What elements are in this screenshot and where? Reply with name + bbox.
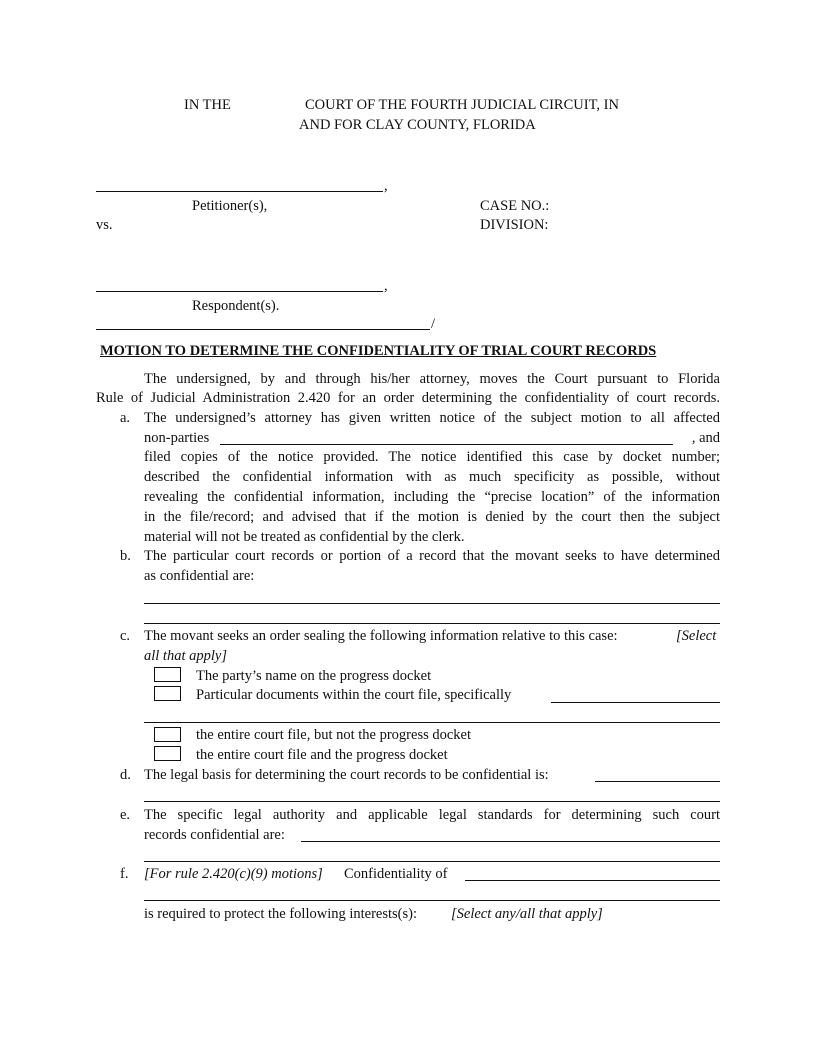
petitioner-name-line[interactable] <box>96 191 383 192</box>
item-b-marker: b. <box>120 548 131 564</box>
caption-close-line <box>96 329 430 330</box>
item-f-text: Confidentiality of <box>344 866 448 882</box>
option-entire-file-not-docket: the entire court file, but not the progress docket <box>196 727 472 743</box>
nonparties-field[interactable] <box>220 444 673 445</box>
legal-basis-field-2[interactable] <box>144 801 720 802</box>
item-a-line7: material will not be treated as confidential by the clerk. <box>144 529 465 545</box>
particular-documents-checkbox[interactable] <box>154 686 181 701</box>
caption-slash: / <box>431 316 436 332</box>
item-a-line6: in the file/record; and advised that if the motion is denied by the court then the subject <box>144 509 720 525</box>
option-entire-file-and-docket: the entire court file and the progress docket <box>196 747 448 763</box>
motion-title: MOTION TO DETERMINE THE CONFIDENTIALITY OF TRIAL COURT RECORDS <box>100 343 657 359</box>
legal-authority-field[interactable] <box>301 841 720 842</box>
respondent-label: Respondent(s). <box>192 298 280 314</box>
legal-basis-field[interactable] <box>595 781 720 782</box>
item-a-nonparties-label: non-parties <box>144 430 210 446</box>
caption-court-line1: COURT OF THE FOURTH JUDICIAL CIRCUIT, IN <box>305 97 619 113</box>
caption-in-the: IN THE <box>184 97 231 113</box>
item-c-select-note2: all that apply] <box>144 648 227 664</box>
entire-file-not-docket-checkbox[interactable] <box>154 727 181 742</box>
item-c-marker: c. <box>120 628 131 644</box>
item-a-marker: a. <box>120 410 131 426</box>
petitioner-label: Petitioner(s), <box>192 198 268 214</box>
respondent-comma: , <box>384 278 388 294</box>
item-b-line1: The particular court records or portion of a record that the movant seeks to have determined <box>144 548 720 564</box>
particular-documents-field[interactable] <box>551 702 720 703</box>
item-f-marker: f. <box>120 866 129 882</box>
confidentiality-of-field[interactable] <box>465 880 720 881</box>
confidential-records-field-1[interactable] <box>144 603 720 604</box>
item-e-line1: The specific legal authority and applicable legal standards for determining such court <box>144 807 720 823</box>
option-particular-documents: Particular documents within the court file, specifically <box>196 687 512 703</box>
item-a-and: , and <box>691 430 720 446</box>
intro-line1: The undersigned, by and through his/her attorney, moves the Court pursuant to Florida <box>144 371 720 387</box>
case-no-label: CASE NO.: <box>480 198 550 214</box>
caption-court-line2: AND FOR CLAY COUNTY, FLORIDA <box>299 117 536 133</box>
party-name-checkbox[interactable] <box>154 667 181 682</box>
item-e-line2: records confidential are: <box>144 827 285 843</box>
item-a-line5: revealing the confidential information, including the “precise location” of the information <box>144 489 720 505</box>
entire-file-and-docket-checkbox[interactable] <box>154 746 181 761</box>
option-party-name: The party’s name on the progress docket <box>196 668 432 684</box>
item-f-required-text: is required to protect the following interests(s): <box>144 906 418 922</box>
item-c-select-note1: [Select <box>676 628 717 644</box>
petitioner-comma: , <box>384 178 388 194</box>
item-a-line4: described the confidential information with as much specificity as possible, without <box>144 469 720 485</box>
item-f-select-note: [Select any/all that apply] <box>451 906 603 922</box>
legal-authority-field-2[interactable] <box>144 861 720 862</box>
respondent-name-line[interactable] <box>96 291 383 292</box>
item-b-line2: as confidential are: <box>144 568 255 584</box>
intro-line2: Rule of Judicial Administration 2.420 for an order determining the confidentiality of court records. <box>96 390 720 406</box>
vs-label: vs. <box>96 217 113 233</box>
division-label: DIVISION: <box>480 217 549 233</box>
item-e-marker: e. <box>120 807 131 823</box>
confidential-records-field-2[interactable] <box>144 623 720 624</box>
item-f-rule-note: [For rule 2.420(c)(9) motions] <box>144 866 323 882</box>
particular-documents-field-2[interactable] <box>144 722 720 723</box>
confidentiality-of-field-2[interactable] <box>144 900 720 901</box>
item-c-line1: The movant seeks an order sealing the following information relative to this case: <box>144 628 618 644</box>
item-a-line1: The undersigned’s attorney has given written notice of the subject motion to all affected <box>144 410 720 426</box>
item-d-text: The legal basis for determining the court records to be confidential is: <box>144 767 549 783</box>
item-a-line3: filed copies of the notice provided. The notice identified this case by docket number; <box>144 449 720 465</box>
item-d-marker: d. <box>120 767 131 783</box>
